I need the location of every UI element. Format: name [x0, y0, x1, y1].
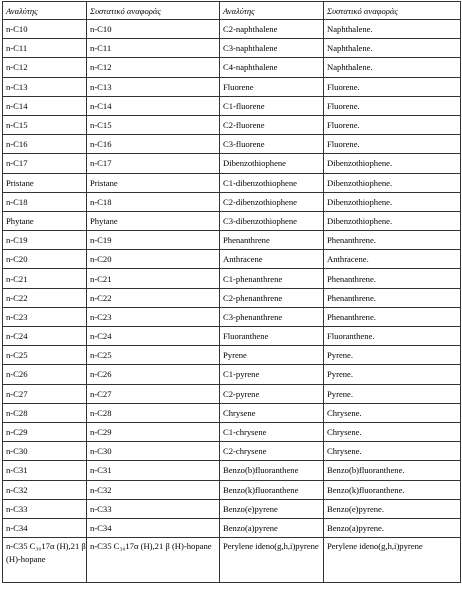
table-row	[3, 422, 461, 441]
analyte-cell: n-C30	[3, 442, 87, 461]
table-row	[3, 77, 461, 96]
reference-cell: n-C11	[87, 39, 220, 58]
analyte-cell: n-C14	[3, 96, 87, 115]
analyte-cell: n-C27	[3, 384, 87, 403]
reference-cell: n-C22	[87, 288, 220, 307]
pah-reference-cell: Chrysene.	[324, 403, 461, 422]
pah-analyte-cell: C2-chrysene	[220, 442, 324, 461]
reference-cell: n-C13	[87, 77, 220, 96]
analyte-cell: n-C22	[3, 288, 87, 307]
reference-cell: n-C23	[87, 307, 220, 326]
analyte-cell: n-C20	[3, 250, 87, 269]
reference-cell: n-C17	[87, 154, 220, 173]
reference-cell: n-C15	[87, 115, 220, 134]
pah-reference-cell: Pyrene.	[324, 346, 461, 365]
pah-reference-cell: Dibenzothiophene.	[324, 173, 461, 192]
reference-cell: n-C30	[87, 442, 220, 461]
table-row	[3, 269, 461, 288]
analyte-cell: n-C25	[3, 346, 87, 365]
pah-analyte-cell: C3-dibenzothiophene	[220, 211, 324, 230]
analyte-cell: n-C24	[3, 327, 87, 346]
pah-analyte-cell: C4-naphthalene	[220, 58, 324, 77]
analyte-cell: n-C19	[3, 231, 87, 250]
table-row	[3, 442, 461, 461]
pah-analyte-cell: C1-phenanthrene	[220, 269, 324, 288]
table-row	[3, 192, 461, 211]
pah-analyte-cell: C1-dibenzothiophene	[220, 173, 324, 192]
table-row	[3, 173, 461, 192]
pah-reference-cell: Fluoranthene.	[324, 327, 461, 346]
reference-cell: n-C34	[87, 518, 220, 537]
analyte-cell: n-C23	[3, 307, 87, 326]
pah-analyte-cell: C3-fluorene	[220, 135, 324, 154]
pah-analyte-cell: C2-phenanthrene	[220, 288, 324, 307]
table-row	[3, 307, 461, 326]
analyte-cell: n-C26	[3, 365, 87, 384]
pah-reference-cell: Fluorene.	[324, 135, 461, 154]
table-row	[3, 346, 461, 365]
pah-analyte-cell: Dibenzothiophene	[220, 154, 324, 173]
reference-cell: n-C16	[87, 135, 220, 154]
pah-reference-cell: Fluorene.	[324, 115, 461, 134]
analyte-cell: n-C21	[3, 269, 87, 288]
pah-analyte-cell: C1-fluorene	[220, 96, 324, 115]
pah-reference-cell: Phenanthrene.	[324, 269, 461, 288]
reference-cell: n-C28	[87, 403, 220, 422]
table-row	[3, 115, 461, 134]
pah-reference-cell: Pyrene.	[324, 365, 461, 384]
pah-reference-cell: Pyrene.	[324, 384, 461, 403]
table-row	[3, 250, 461, 269]
pah-analyte-cell: Perylene ideno(g,h,i)pyrene	[220, 538, 324, 583]
pah-analyte-cell: C2-dibenzothiophene	[220, 192, 324, 211]
table-row	[3, 135, 461, 154]
pah-analyte-cell: Benzo(e)pyrene	[220, 499, 324, 518]
reference-cell: n-C26	[87, 365, 220, 384]
pah-analyte-cell: Benzo(b)fluoranthene	[220, 461, 324, 480]
table-header-row	[3, 2, 461, 20]
pah-reference-cell: Fluorene.	[324, 96, 461, 115]
pah-analyte-cell: C3-phenanthrene	[220, 307, 324, 326]
analyte-cell: n-C29	[3, 422, 87, 441]
pah-reference-cell: Benzo(e)pyrene.	[324, 499, 461, 518]
pah-reference-cell: Chrysene.	[324, 422, 461, 441]
pah-reference-cell: Dibenzothiophene.	[324, 154, 461, 173]
pah-reference-cell: Naphthalene.	[324, 58, 461, 77]
analyte-cell: n-C17	[3, 154, 87, 173]
analyte-cell: n-C32	[3, 480, 87, 499]
table-row	[3, 58, 461, 77]
table-row	[3, 480, 461, 499]
pah-analyte-cell: C2-fluorene	[220, 115, 324, 134]
reference-cell: n-C29	[87, 422, 220, 441]
pah-reference-cell: Phenanthrene.	[324, 307, 461, 326]
reference-cell: n-C20	[87, 250, 220, 269]
pah-analyte-cell: Chrysene	[220, 403, 324, 422]
pah-reference-cell: Naphthalene.	[324, 20, 461, 39]
header-reference-2: Συστατικό αναφοράς	[324, 2, 461, 20]
table-row	[3, 96, 461, 115]
pah-analyte-cell: C3-naphthalene	[220, 39, 324, 58]
table-row	[3, 365, 461, 384]
header-analyte-2: Αναλύτης	[220, 2, 324, 20]
reference-cell: n-C31	[87, 461, 220, 480]
pah-analyte-cell: Fluorene	[220, 77, 324, 96]
analyte-cell: n-C11	[3, 39, 87, 58]
reference-cell: n-C27	[87, 384, 220, 403]
analyte-cell: n-C18	[3, 192, 87, 211]
pah-reference-cell: Phenanthrene.	[324, 231, 461, 250]
pah-analyte-cell: Anthracene	[220, 250, 324, 269]
analyte-cell: n-C31	[3, 461, 87, 480]
analyte-cell: n-C33	[3, 499, 87, 518]
pah-analyte-cell: Benzo(a)pyrene	[220, 518, 324, 537]
pah-reference-cell: Naphthalene.	[324, 39, 461, 58]
table-row	[3, 39, 461, 58]
analyte-reference-table	[2, 1, 461, 583]
pah-reference-cell: Perylene ideno(g,h,i)pyrene	[324, 538, 461, 583]
pah-analyte-cell: Fluoranthene	[220, 327, 324, 346]
reference-cell: Phytane	[87, 211, 220, 230]
analyte-cell: n-C10	[3, 20, 87, 39]
pah-analyte-cell: Benzo(k)fluoranthene	[220, 480, 324, 499]
analyte-cell: Pristane	[3, 173, 87, 192]
reference-cell: n-C33	[87, 499, 220, 518]
analyte-cell: Phytane	[3, 211, 87, 230]
pah-reference-cell: Chrysene.	[324, 442, 461, 461]
header-analyte-1: Αναλύτης	[3, 2, 87, 20]
table-row	[3, 20, 461, 39]
analyte-cell: n-C16	[3, 135, 87, 154]
table-row	[3, 327, 461, 346]
analyte-cell: n-C15	[3, 115, 87, 134]
pah-reference-cell: Dibenzothiophene.	[324, 192, 461, 211]
pah-analyte-cell: C2-naphthalene	[220, 20, 324, 39]
table-row	[3, 154, 461, 173]
reference-cell: n-C10	[87, 20, 220, 39]
reference-cell: n-C21	[87, 269, 220, 288]
pah-analyte-cell: C2-pyrene	[220, 384, 324, 403]
reference-cell: Pristane	[87, 173, 220, 192]
analyte-cell: n-C34	[3, 518, 87, 537]
table-row	[3, 461, 461, 480]
pah-analyte-cell: Phenanthrene	[220, 231, 324, 250]
analyte-cell: n-C12	[3, 58, 87, 77]
table-row	[3, 288, 461, 307]
analyte-cell: n-C35 C₃₀17α (H),21 β (H)-hopane	[3, 538, 87, 583]
pah-reference-cell: Benzo(k)fluoranthene.	[324, 480, 461, 499]
pah-reference-cell: Dibenzothiophene.	[324, 211, 461, 230]
analyte-cell: n-C13	[3, 77, 87, 96]
pah-reference-cell: Benzo(b)fluoranthene.	[324, 461, 461, 480]
table-row-last	[3, 538, 461, 583]
reference-cell: n-C18	[87, 192, 220, 211]
pah-analyte-cell: Pyrene	[220, 346, 324, 365]
reference-cell: n-C19	[87, 231, 220, 250]
pah-reference-cell: Phenanthrene.	[324, 288, 461, 307]
pah-analyte-cell: C1-chrysene	[220, 422, 324, 441]
table-row	[3, 231, 461, 250]
pah-reference-cell: Anthracene.	[324, 250, 461, 269]
reference-cell: n-C14	[87, 96, 220, 115]
pah-analyte-cell: C1-pyrene	[220, 365, 324, 384]
reference-cell: n-C25	[87, 346, 220, 365]
table-row	[3, 211, 461, 230]
table-row	[3, 518, 461, 537]
table-row	[3, 499, 461, 518]
reference-cell: n-C24	[87, 327, 220, 346]
table-body	[3, 20, 461, 583]
pah-reference-cell: Fluorene.	[324, 77, 461, 96]
reference-cell: n-C35 C₃₀17α (H),21 β (H)-hopane	[87, 538, 220, 583]
reference-cell: n-C12	[87, 58, 220, 77]
analyte-cell: n-C28	[3, 403, 87, 422]
table-row	[3, 384, 461, 403]
reference-cell: n-C32	[87, 480, 220, 499]
pah-reference-cell: Benzo(a)pyrene.	[324, 518, 461, 537]
table-row	[3, 403, 461, 422]
header-reference-1: Συστατικό αναφοράς	[87, 2, 220, 20]
